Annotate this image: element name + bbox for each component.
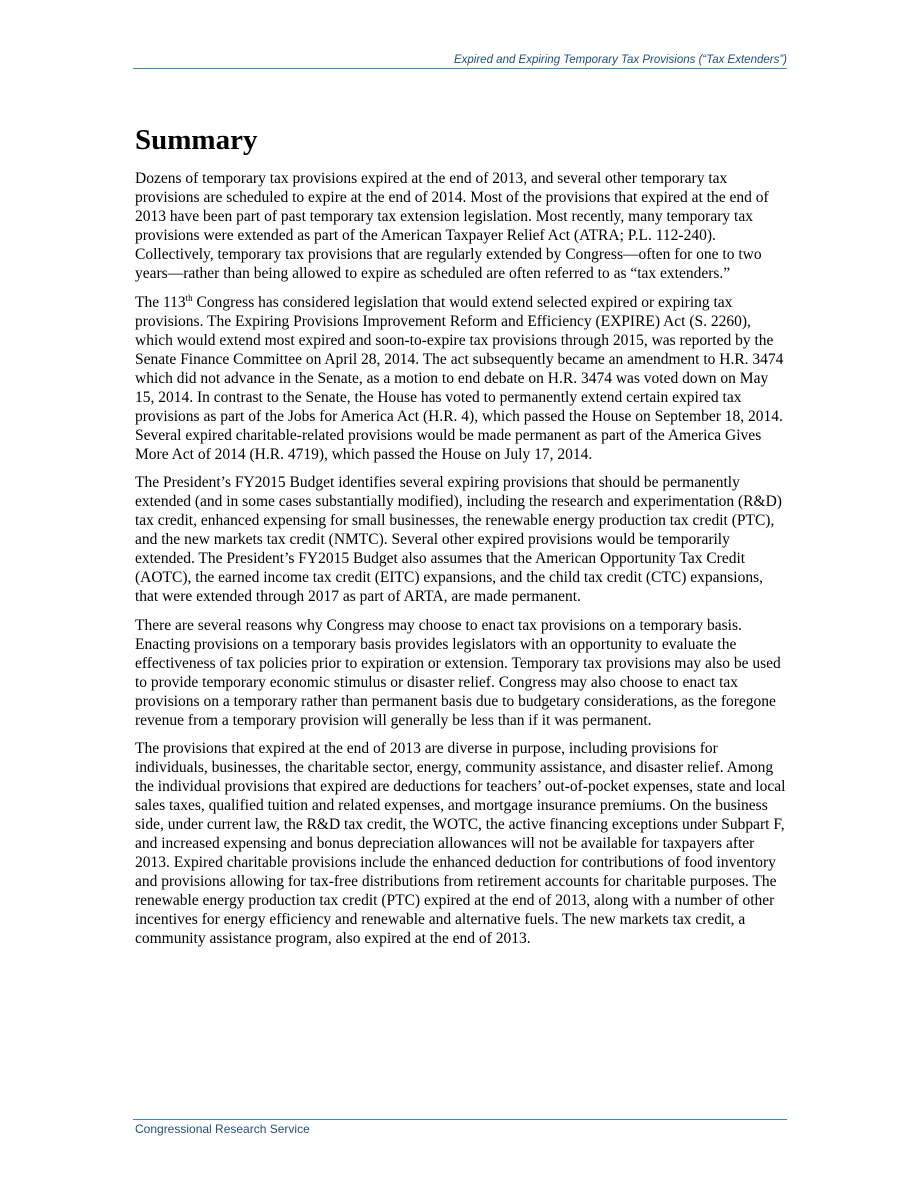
header-rule xyxy=(133,68,787,69)
paragraph-4: There are several reasons why Congress may choose to enact tax provisions on a temporary basis. Enacting provisions on a temporary basis provides legislators with an opportunity to evaluate the effectiveness of tax policies prior to expiration or extension. Temporary tax provisions may also be used to provide temporary economic stimulus or disaster relief. Congress may also choose to enact tax provisions on a temporary rather than permanent basis due to budgetary considerations, as the foregone revenue from a temporary provision will generally be less than if it was permanent. xyxy=(135,616,781,729)
paragraph-1: Dozens of temporary tax provisions expired at the end of 2013, and several other temporary tax provisions are scheduled to expire at the end of 2014. Most of the provisions that expired at the end of 2013 have been part of past temporary tax extension legislation. Most recently, many temporary tax provisions were extended as part of the American Taxpayer Relief Act (ATRA; P.L. 112-240). Collectively, temporary tax provisions that are regularly extended by Congress—often for one to two years—rather than being allowed to expire as scheduled are often referred to as “tax extenders.” xyxy=(135,170,769,282)
section-title: Summary xyxy=(135,124,258,156)
paragraph-2-rest: Congress has considered legislation that would extend selected expired or expiring tax provisions. The Expiring Provisions Improvement Reform and Efficiency (EXPIRE) Act (S. 2260), which would extend most expired and soon-to-expire tax provisions through 2015, was reported by the Senate Finance Committee on April 28, 2014. The act subsequently became an amendment to H.R. 3474 which did not advance in the Senate, as a motion to end debate on H.R. 3474 was voted down on May 15, 2014. In contrast to the Senate, the House has voted to permanently extend certain expired tax provisions as part of the Jobs for America Act (H.R. 4), which passed the House on September 18, 2014. Several expired charitable-related provisions would be made permanent as part of the America Gives More Act of 2014 (H.R. 4719), which passed the House on July 17, 2014. xyxy=(135,293,784,463)
summary-section xyxy=(135,122,787,958)
paragraph-5: The provisions that expired at the end of 2013 are diverse in purpose, including provisions for individuals, businesses, the charitable sector, energy, community assistance, and disaster relief. Among the individual provisions that expired are deductions for teachers’ out-of-pocket expenses, state and local sales taxes, qualified tuition and related expenses, and mortgage insurance premiums. On the business side, under current law, the R&D tax credit, the WOTC, the active financing exceptions under Subpart F, and increased expensing and bonus depreciation allowances will not be available for taxpayers after 2013. Expired charitable provisions include the enhanced deduction for contributions of food inventory and provisions allowing for tax-free distributions from retirement accounts for charitable purposes. The renewable energy production tax credit (PTC) expired at the end of 2013, along with a number of other incentives for energy efficiency and renewable and alternative fuels. The new markets tax credit, a community assistance program, also expired at the end of 2013. xyxy=(135,740,786,947)
paragraph-2 xyxy=(135,293,787,464)
footer-rule xyxy=(133,1119,787,1120)
ordinal-suffix: th xyxy=(185,292,193,303)
running-header: Expired and Expiring Temporary Tax Provisions (“Tax Extenders”) xyxy=(453,54,787,66)
paragraph-2-lead: The 113 xyxy=(135,293,186,311)
running-footer: Congressional Research Service xyxy=(135,1122,310,1136)
paragraph-3: The President’s FY2015 Budget identifies several expiring provisions that should be permanently extended (and in some cases substantially modified), including the research and experimentation (R&D) tax credit, enhanced expensing for small businesses, the renewable energy production tax credit (PTC), and the new markets tax credit (NMTC). Several other expired provisions would be temporarily extended. The President’s FY2015 Budget also assumes that the American Opportunity Tax Credit (AOTC), the earned income tax credit (EITC) expansions, and the child tax credit (CTC) expansions, that were extended through 2017 as part of ARTA, are made permanent. xyxy=(135,474,782,605)
